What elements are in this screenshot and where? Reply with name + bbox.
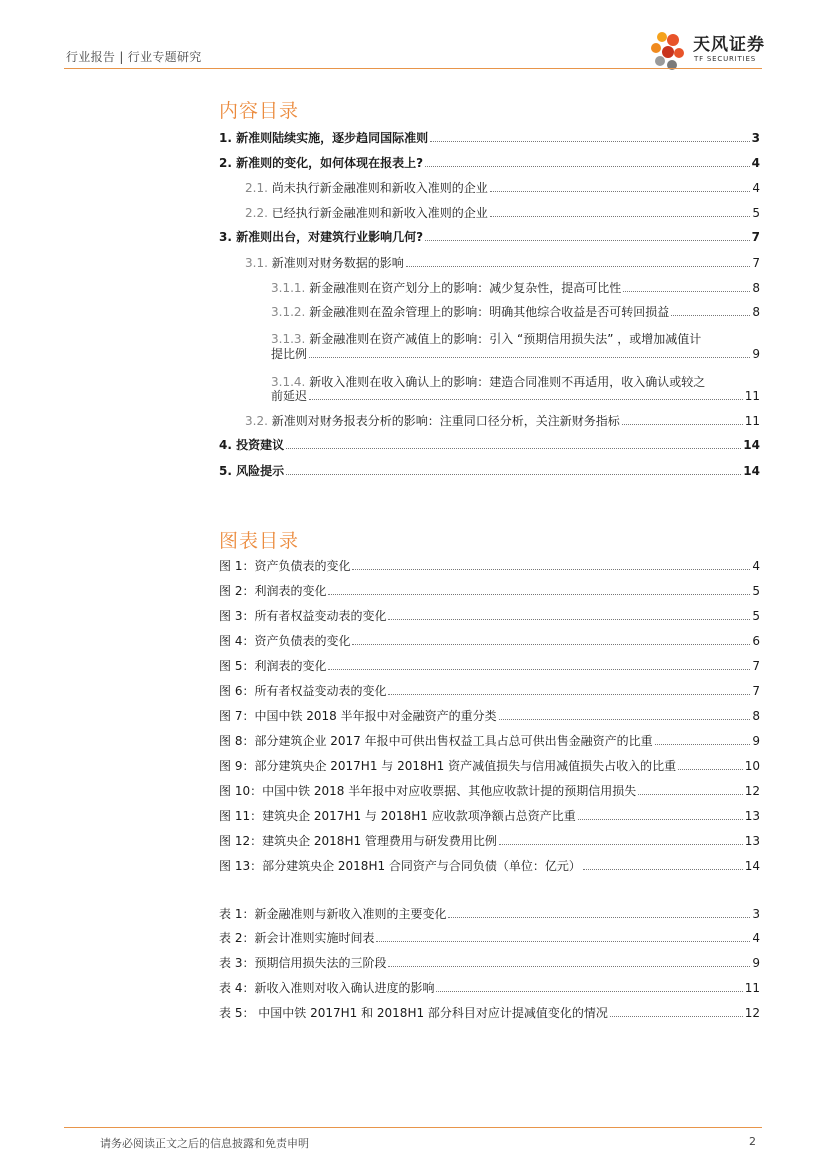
table-item[interactable]: 表 2：新会计准则实施时间表 4 bbox=[219, 931, 760, 945]
toc-item[interactable]: 2. 新准则的变化，如何体现在报表上? 4 bbox=[219, 156, 760, 170]
figure-item[interactable]: 图 10：中国中铁 2018 半年报中对应收票据、其他应收款计提的预期信用损失 12 bbox=[219, 784, 760, 798]
toc-item-continuation[interactable]: 前延迟 11 bbox=[271, 389, 760, 403]
figure-item[interactable]: 图 13：部分建筑央企 2018H1 合同资产与合同负债（单位：亿元） 14 bbox=[219, 859, 760, 873]
logo-name: 天风证券 bbox=[693, 35, 765, 55]
figure-item[interactable]: 图 8：部分建筑企业 2017 年报中可供出售权益工具占总可供出售金融资产的比重 9 bbox=[219, 734, 760, 748]
toc-item[interactable]: 2.2. 已经执行新金融准则和新收入准则的企业 5 bbox=[245, 206, 760, 220]
table-item[interactable]: 表 5： 中国中铁 2017H1 和 2018H1 部分科目对应计提减值变化的情况 12 bbox=[219, 1006, 760, 1020]
toc-item[interactable]: 3.1.1. 新金融准则在资产划分上的影响：减少复杂性，提高可比性 8 bbox=[271, 281, 760, 295]
figure-item[interactable]: 图 11：建筑央企 2017H1 与 2018H1 应收款项净额占总资产比重 13 bbox=[219, 809, 760, 823]
toc-item[interactable]: 3.1.2. 新金融准则在盈余管理上的影响：明确其他综合收益是否可转回损益 8 bbox=[271, 305, 760, 319]
toc-item-first-line[interactable]: 3.1.4. 新收入准则在收入确认上的影响：建造合同准则不再适用，收入确认或较之 bbox=[271, 375, 706, 389]
table-item[interactable]: 表 4：新收入准则对收入确认进度的影响 11 bbox=[219, 981, 760, 995]
toc-item[interactable]: 3.2. 新准则对财务报表分析的影响：注重同口径分析，关注新财务指标 11 bbox=[245, 414, 760, 428]
page-number: 2 bbox=[749, 1135, 756, 1148]
toc-item[interactable]: 1. 新准则陆续实施，逐步趋同国际准则 3 bbox=[219, 131, 760, 145]
figure-item[interactable]: 图 7：中国中铁 2018 半年报中对金融资产的重分类 8 bbox=[219, 709, 760, 723]
disclaimer-text: 请务必阅读正文之后的信息披露和免责申明 bbox=[100, 1137, 309, 1150]
logo-subtitle: TF SECURITIES bbox=[694, 55, 756, 63]
toc-item-continuation[interactable]: 提比例 9 bbox=[271, 347, 760, 361]
toc-item[interactable]: 4. 投资建议 14 bbox=[219, 438, 760, 452]
table-item[interactable]: 表 1：新金融准则与新收入准则的主要变化 3 bbox=[219, 907, 760, 921]
figures-title: 图表目录 bbox=[219, 530, 300, 552]
toc-item[interactable]: 3. 新准则出台，对建筑行业影响几何? 7 bbox=[219, 230, 760, 244]
toc-item[interactable]: 2.1. 尚未执行新金融准则和新收入准则的企业 4 bbox=[245, 181, 760, 195]
figure-item[interactable]: 图 4：资产负债表的变化 6 bbox=[219, 634, 760, 648]
footer-divider bbox=[64, 1127, 762, 1128]
figure-item[interactable]: 图 1：资产负债表的变化 4 bbox=[219, 559, 760, 573]
figure-item[interactable]: 图 6：所有者权益变动表的变化 7 bbox=[219, 684, 760, 698]
figure-item[interactable]: 图 9：部分建筑央企 2017H1 与 2018H1 资产减值损失与信用减值损失占收入的比重 10 bbox=[219, 759, 760, 773]
toc-item[interactable]: 3.1. 新准则对财务数据的影响 7 bbox=[245, 256, 760, 270]
toc-item[interactable]: 5. 风险提示 14 bbox=[219, 464, 760, 478]
toc-item-first-line[interactable]: 3.1.3. 新金融准则在资产减值上的影响：引入 “预期信用损失法” ，或增加减值计 bbox=[271, 332, 702, 346]
table-item[interactable]: 表 3：预期信用损失法的三阶段 9 bbox=[219, 956, 760, 970]
figure-item[interactable]: 图 2：利润表的变化 5 bbox=[219, 584, 760, 598]
header-divider bbox=[64, 68, 762, 69]
figure-item[interactable]: 图 3：所有者权益变动表的变化 5 bbox=[219, 609, 760, 623]
figure-item[interactable]: 图 5：利润表的变化 7 bbox=[219, 659, 760, 673]
toc-title: 内容目录 bbox=[219, 100, 300, 122]
figure-item[interactable]: 图 12：建筑央企 2018H1 管理费用与研发费用比例 13 bbox=[219, 834, 760, 848]
report-category: 行业报告 | 行业专题研究 bbox=[66, 50, 202, 64]
